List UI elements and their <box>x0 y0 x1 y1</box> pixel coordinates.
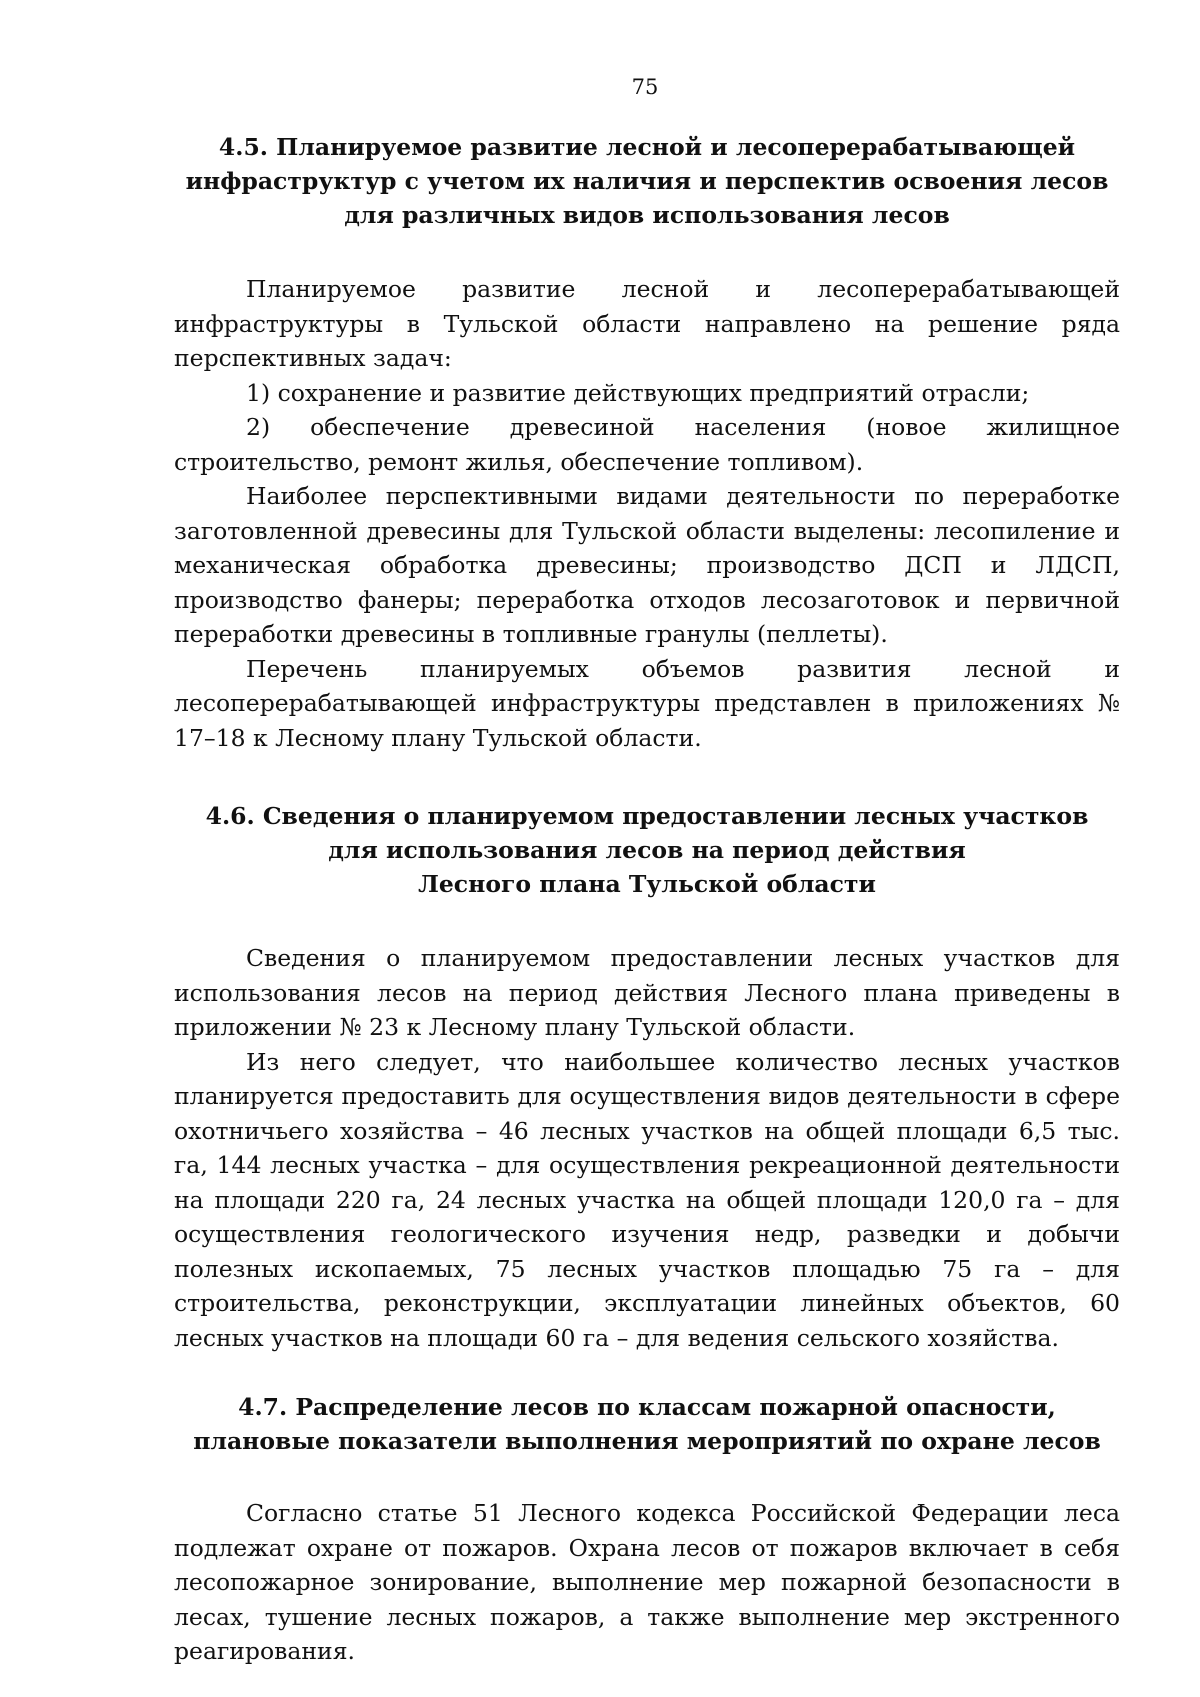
list-item: 1) сохранение и развитие действующих предприятий отрасли; <box>246 378 1030 407</box>
section-4-7 <box>174 1390 1120 1669</box>
paragraph: Из него следует, что наибольшее количество лесных участков планируется предоставить для осуществления видов деятельности в сфере охотничьего хозяйства – 46 лесных участков на общей площади 6,5 тыс. га, 144 лесных участка – для осуществления рекреационной деятельности на площади 220 га, 24 лесных участка на общей площади 120,0 га – для осуществления геологического изучения недр, разведки и добычи полезных ископаемых, 75 лесных участков площадью 75 га – для строительства, реконструкции, эксплуатации линейных объектов, 60 лесных участков на площади 60 га – для ведения сельского хозяйства. <box>174 1047 1120 1352</box>
heading-line: инфраструктур с учетом их наличия и перспектив освоения лесов <box>185 167 1109 195</box>
section-heading <box>174 799 1120 901</box>
page-content <box>174 130 1120 1669</box>
heading-line: для различных видов использования лесов <box>344 201 950 229</box>
section-4-6 <box>174 799 1120 1355</box>
section-body <box>174 272 1120 755</box>
paragraph: Перечень планируемых объемов развития лесной и лесоперерабатывающей инфраструктуры представлен в приложениях № 17–18 к Лесному плану Тульской области. <box>174 654 1120 752</box>
page-number: 75 <box>631 75 659 99</box>
section-heading <box>174 1390 1120 1458</box>
paragraph: Наиболее перспективными видами деятельности по переработке заготовленной древесины для Тульской области выделены: лесопиление и механическая обработка древесины; производство ДСП и ЛДСП, производство фанеры; переработка отходов лесозаготовок и первичной переработки древесины в топливные гранулы (пеллеты). <box>174 482 1120 648</box>
heading-line: 4.6. Сведения о планируемом предоставлении лесных участков <box>205 802 1089 830</box>
list-item: 2) обеспечение древесиной населения (новое жилищное строительство, ремонт жилья, обеспечение топливом). <box>174 413 1120 476</box>
section-heading <box>174 130 1120 232</box>
heading-line: Лесного плана Тульской области <box>418 870 876 898</box>
heading-line: 4.5. Планируемое развитие лесной и лесоперерабатывающей <box>218 133 1076 161</box>
section-4-5 <box>174 130 1120 755</box>
heading-line: плановые показатели выполнения мероприятий по охране лесов <box>193 1427 1101 1455</box>
heading-line: для использования лесов на период действия <box>328 836 966 864</box>
paragraph: Сведения о планируемом предоставлении лесных участков для использования лесов на период действия Лесного плана приведены в приложении № 23 к Лесному плану Тульской области. <box>174 944 1120 1041</box>
paragraph: Согласно статье 51 Лесного кодекса Российской Федерации леса подлежат охране от пожаров. Охрана лесов от пожаров включает в себя лесопожарное зонирование, выполнение мер пожарной безопасности в лесах, тушение лесных пожаров, а также выполнение мер экстренного реагирования. <box>174 1499 1120 1665</box>
section-body <box>174 941 1120 1355</box>
heading-line: 4.7. Распределение лесов по классам пожарной опасности, <box>238 1393 1056 1421</box>
section-body <box>174 1496 1120 1669</box>
paragraph: Планируемое развитие лесной и лесоперерабатывающей инфраструктуры в Тульской области направлено на решение ряда перспективных задач: <box>174 275 1120 372</box>
